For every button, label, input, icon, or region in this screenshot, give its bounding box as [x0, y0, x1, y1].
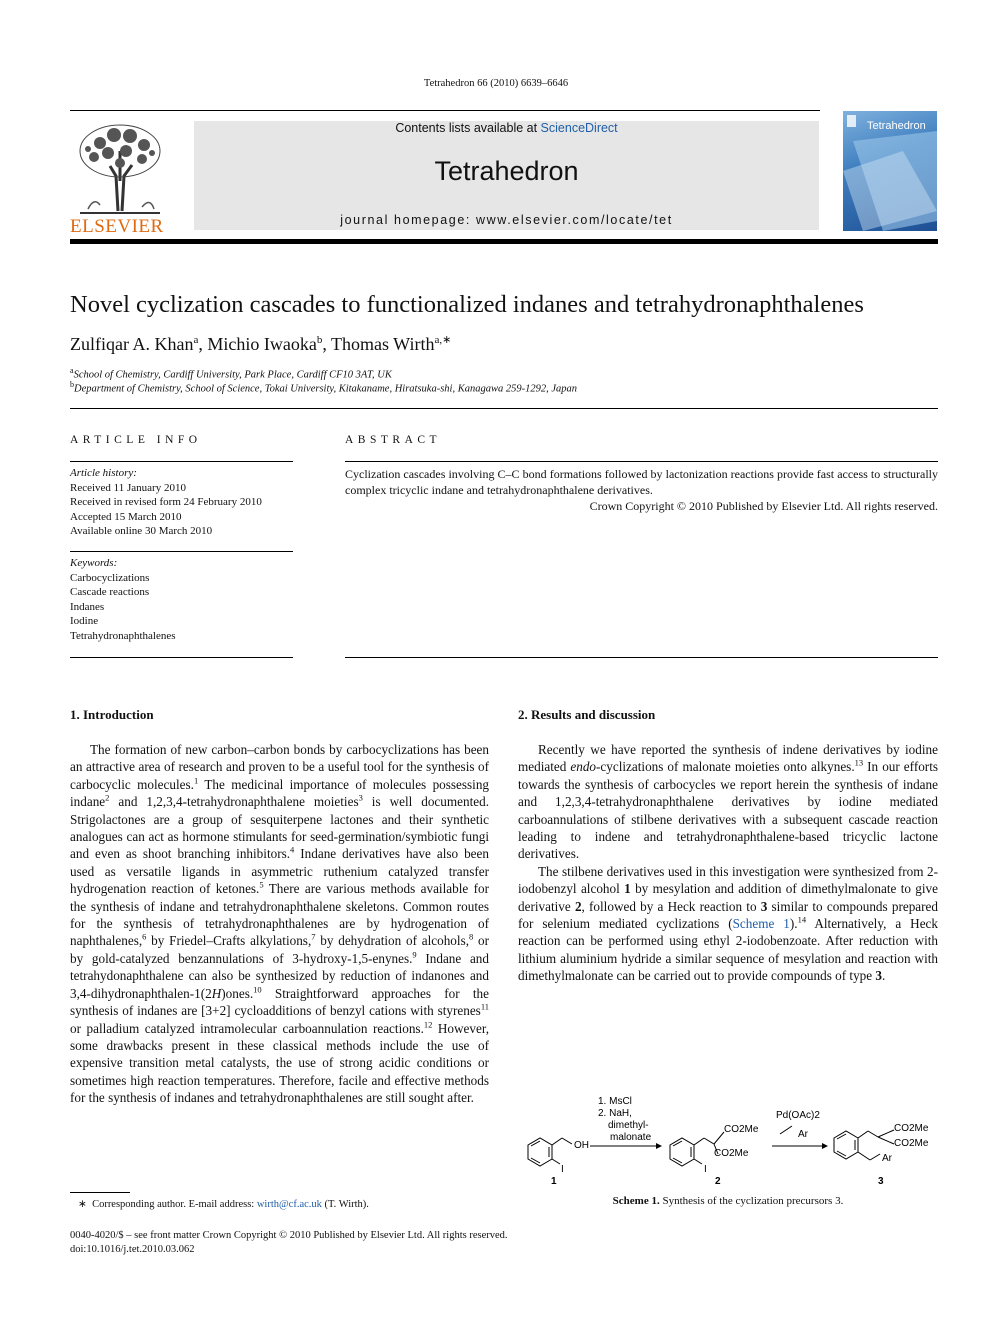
- affiliation: $^b$Department of Chemistry, School of Science, Tokai University, Kitakaname, Hiratsuka-shi, Kanagawa 259-1292, Japan: [70, 380, 577, 395]
- article-title: Novel cyclization cascades to functionalized indanes and tetrahydronaphthalenes: [70, 291, 864, 318]
- keyword: Iodine: [70, 615, 99, 627]
- journal-homepage[interactable]: journal homepage: www.elsevier.com/locate/tet: [340, 213, 673, 227]
- abstract-text: Cyclization cascades involving C–C bond formations followed by lactonization reactions provide fast access to structurally complex tricyclic indane and tetrahydronaphthalene derivatives. Crown Copyright © 2010 Published by Elsevier Ltd. All rights reserved.: [345, 467, 938, 513]
- corresponding-author-footnote: ∗ Corresponding author. E-mail address: wirth@cf.ac.uk (T. Wirth).: [78, 1199, 369, 1210]
- elsevier-logo[interactable]: [70, 121, 170, 237]
- reagent: Pd(OAc)2: [776, 1110, 820, 1121]
- reagent: dimethyl-: [608, 1120, 649, 1131]
- elsevier-wordmark: ELSEVIER: [70, 216, 164, 237]
- divider: [70, 657, 293, 658]
- group-label: OH: [574, 1140, 589, 1151]
- history-item: Received in revised form 24 February 2010: [70, 496, 262, 508]
- reaction-scheme-diagram: [518, 1090, 938, 1190]
- article-info-heading: ARTICLE INFO: [70, 434, 202, 446]
- group-label: I: [561, 1164, 564, 1175]
- group-label: CO2Me: [894, 1123, 929, 1134]
- group-label: Ar: [798, 1129, 808, 1140]
- keyword: Indanes: [70, 600, 105, 613]
- group-label: Ar: [882, 1153, 892, 1164]
- contents-line: Contents lists available at ScienceDirect: [395, 121, 618, 135]
- front-matter-line: 0040-4020/$ – see front matter Crown Copyright © 2010 Published by Elsevier Ltd. All rights reserved.: [70, 1230, 508, 1241]
- doi-line[interactable]: doi:10.1016/j.tet.2010.03.062: [70, 1244, 195, 1255]
- group-label: CO2Me: [714, 1148, 749, 1159]
- scheme-1-figure: [518, 1090, 938, 1190]
- introduction-body: The formation of new carbon–carbon bonds by carbocyclizations has been an attractive area of research and proven to be a useful tool for the synthesis of carbocyclic molecules.$^1$ The medicinal importance of molecules possessing indane$^2$ and 1,2,3,4-tetrahydronaphthalene moieties$^3$ is well documented. Strigolactones are a group of sesquiterpene lactones and their synthetic analogues can act as hormone stimulants for seed-germination/symbiotic fungi and even as shoot branching inhibitors.$^4$ Indane derivatives have also been used as versatile ligands in asymmetric ruthenium catalyzed transfer hydrogenation reaction of ketones.$^5$ There are various methods available for the synthesis of indane and tetrahydronaphthalene skeletons. Common routes for the synthesis of tetrahydronaphthalenes are by hydrogenation of naphthalenes,$^6$ by Friedel–Crafts alkylations,$^7$ by dehydration of alcohols,$^8$ or by gold-catalyzed benzannulations of 3-hydroxy-1,5-enynes.$^9$ Indane and tetrahydonaphthalene can also be synthesized by reduction of indanones and 3,4-dihydronaphthalen-1(2H)ones.$^{10}$ Straightforward approaches for the synthesis of indanes are [3+2] cycloadditions of benzyl cations with styrenes$^{11}$ or palladium catalyzed intramolecular carboannulation reactions.$^{12}$ However, some drawbacks present in these classical methods include the use of expensive transition metal catalysts, the use of strong acidic conditions or sometimes high reaction temperatures. Therefore, facile and effective methods for the synthesis of indanes and tetrahydronaphthalenes are still sought after.: [70, 742, 490, 1106]
- benzene-ring: [528, 1138, 552, 1166]
- compound-label: 1: [551, 1176, 557, 1187]
- header-bottom-rule: [70, 239, 938, 244]
- history-item: Received 11 January 2010: [70, 481, 186, 494]
- section-heading-results: 2. Results and discussion: [518, 707, 656, 722]
- cover-title: Tetrahedron: [867, 120, 926, 132]
- compound-label: 3: [878, 1176, 884, 1187]
- keyword: Cascade reactions: [70, 586, 150, 598]
- keyword: Tetrahydronaphthalenes: [70, 629, 176, 642]
- sciencedirect-link[interactable]: ScienceDirect: [540, 121, 618, 135]
- journal-name: Tetrahedron: [434, 156, 579, 186]
- history-item: Accepted 15 March 2010: [70, 510, 182, 523]
- abstract-heading: ABSTRACT: [345, 434, 442, 446]
- author-name[interactable]: Michio Iwaoka: [207, 334, 317, 354]
- footnote-rule: [70, 1192, 130, 1193]
- divider: [345, 461, 938, 462]
- scheme-caption: Scheme 1. Synthesis of the cyclization precursors 3.: [612, 1195, 844, 1207]
- group-label: CO2Me: [724, 1124, 759, 1135]
- journal-cover-thumbnail[interactable]: [843, 111, 937, 231]
- divider: [345, 657, 938, 658]
- running-head: Tetrahedron 66 (2010) 6639–6646: [423, 78, 569, 89]
- divider: [70, 408, 938, 409]
- author-name[interactable]: Zulfiqar A. Khan: [70, 334, 194, 354]
- results-body: Recently we have reported the synthesis of indene derivatives by iodine mediated endo-cyclizations of malonate moieties onto alkynes.$^{13}$ In our efforts towards the synthesis of carbocycles we report herein the synthesis of indane and 1,2,3,4-tetrahydronaphthalene derivatives by iodine mediated carboannulations of stilbene derivatives with a subsequent cascade reaction leading to indene and tetrahydronaphthalene-based tricyclic lactone derivatives. The stilbene derivatives used in this investigation were synthesized from 2-iodobenzyl alcohol 1 by mesylation and addition of dimethylmalonate to give derivative 2, followed by a Heck reaction to 3 similar to compounds prepared for selenium mediated cyclizations (Scheme 1).$^{14}$ Alternatively, a Heck reaction can be performed using ethyl 2-iodobenzoate. After reduction with lithium aluminium hydride a similar sequence of mesylation and reaction with dimethylmalonate can be carried out to provide compounds of type 3.: [518, 742, 939, 984]
- keywords: Keywords: Carbocyclizations Cascade reactions Indanes Iodine Tetrahydronaphthalenes: [70, 557, 176, 642]
- author-list: Zulfiqar A. Khan$^a$, Michio Iwaoka$^b$, Thomas Wirth$^{a,∗}$: [70, 334, 452, 354]
- reagent: malonate: [610, 1132, 652, 1143]
- compound-label: 2: [715, 1176, 721, 1187]
- section-heading-introduction: 1. Introduction: [70, 707, 154, 722]
- reagent: 1. MsCl: [598, 1096, 632, 1107]
- history-item: Available online 30 March 2010: [70, 525, 213, 537]
- author-name[interactable]: Thomas Wirth: [331, 334, 435, 354]
- elsevier-tree-icon: [70, 121, 170, 215]
- keyword: Carbocyclizations: [70, 571, 150, 584]
- reagent: 2. NaH,: [598, 1108, 632, 1119]
- article-history: Article history: Received 11 January 2010 Received in revised form 24 February 2010 Accepted 15 March 2010 Available online 30 March 2010: [70, 467, 262, 537]
- divider: [70, 551, 293, 552]
- header-top-rule: [70, 110, 820, 111]
- divider: [70, 461, 293, 462]
- group-label: CO2Me: [894, 1138, 929, 1149]
- affiliation: $^a$School of Chemistry, Cardiff University, Park Place, Cardiff CF10 3AT, UK: [70, 366, 392, 381]
- email-link[interactable]: wirth@cf.ac.uk: [256, 1199, 322, 1210]
- group-label: I: [704, 1164, 707, 1175]
